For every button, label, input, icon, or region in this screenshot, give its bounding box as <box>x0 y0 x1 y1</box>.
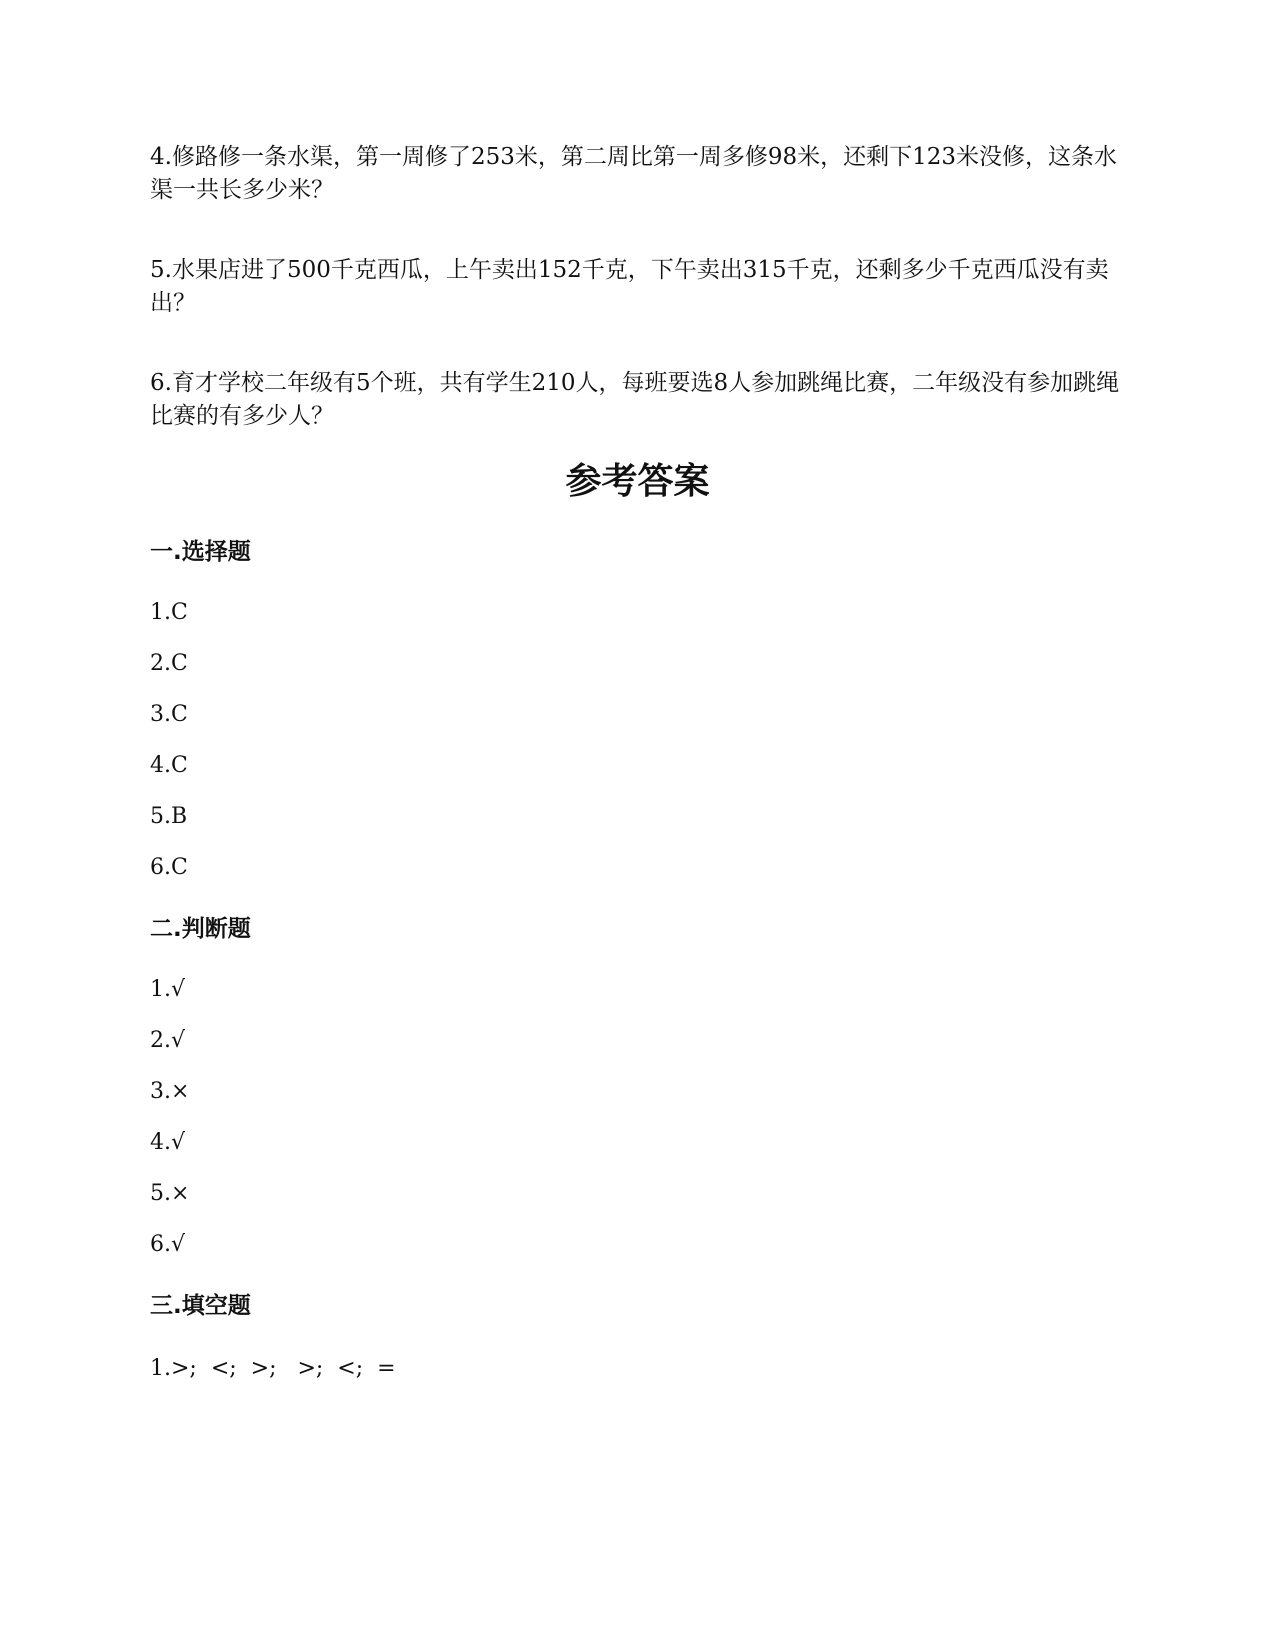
section-heading-judgment: 二.判断题 <box>150 916 251 942</box>
answer-item: 2.C <box>150 651 188 676</box>
answer-item: 4.√ <box>150 1130 186 1155</box>
question-6: 6.育才学校二年级有5个班，共有学生210人，每班要选8人参加跳绳比赛，二年级没有参加跳绳比赛的有多少人？ <box>150 370 1120 429</box>
answer-item: 6.√ <box>150 1232 186 1257</box>
answer-item: 2.√ <box>150 1028 186 1053</box>
answer-item: 5.B <box>150 804 188 829</box>
question-4: 4.修路修一条水渠，第一周修了253米，第二周比第一周多修98米，还剩下123米没修，这条水渠一共长多少米？ <box>150 144 1118 203</box>
section-heading-choice: 一.选择题 <box>150 539 251 565</box>
answer-item: 5.× <box>150 1181 190 1206</box>
answer-item: 6.C <box>150 855 188 880</box>
answer-item: 3.C <box>150 702 188 727</box>
section-heading-fill-blank: 三.填空题 <box>150 1293 251 1319</box>
answers-title: 参考答案 <box>565 461 710 502</box>
answer-item: 1.>; <; >; >; <; = <box>150 1356 396 1381</box>
answer-item: 1.C <box>150 600 188 625</box>
question-5: 5.水果店进了500千克西瓜，上午卖出152千克，下午卖出315千克，还剩多少千克西瓜没有卖出？ <box>150 257 1109 316</box>
answer-item: 4.C <box>150 753 188 778</box>
answer-item: 3.× <box>150 1079 190 1104</box>
answer-item: 1.√ <box>150 977 186 1002</box>
